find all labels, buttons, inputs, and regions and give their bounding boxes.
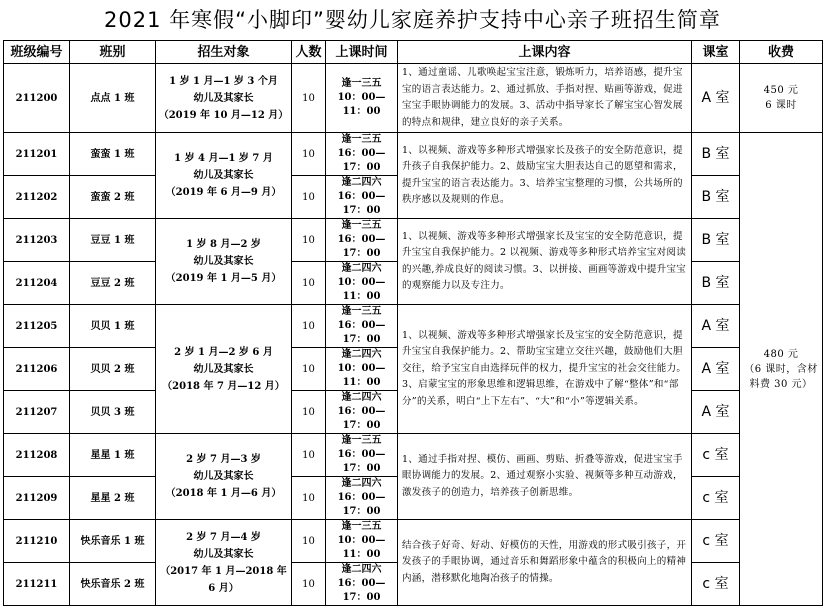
table-row [4, 520, 823, 563]
time-cell [326, 477, 398, 520]
class-days: 逢一三五 [341, 134, 382, 145]
target-birth: （2018 年 1 月—6 月） [165, 488, 282, 499]
class-hours: 16：00—17：00 [337, 406, 386, 431]
fee-note: 6 课时 [765, 100, 797, 111]
time-cell [326, 434, 398, 477]
fee-amount: 480 元 [763, 348, 799, 360]
class-days: 逢二四六 [341, 478, 382, 489]
class-name: 豆豆 2 班 [70, 262, 156, 305]
header-time: 上课时间 [326, 41, 398, 64]
class-name: 贝贝 3 班 [70, 391, 156, 434]
course-content: 1、以视频、游戏等多种形式增强家长及宝宝的安全防范意识，提升宝宝自我保护能力。2、帮助宝宝建立交往兴趣，鼓励他们大胆交往，给予宝宝自由选择玩伴的权力，提升宝宝的社会交往能力。3、启蒙宝宝的形象思维和逻辑思维，在游戏中了解“整体”和“部分”的关系，明白“上下左右”、“大”和“小”等逻辑关系。 [398, 305, 692, 434]
course-content: 1、通过手指对捏、模仿、画画、剪贴、折叠等游戏，促进宝宝手眼协调能力的发展。2、通过观察小实验、视频等多种互动游戏，激发孩子的创造力，培养孩子创新思维。 [398, 434, 692, 520]
class-count: 10 [292, 64, 326, 133]
table-row [4, 305, 823, 348]
course-content: 1、通过童谣、儿歌唤起宝宝注意，锻炼听力，培养语感，提升宝宝的语言表达能力。2、通过抓放、手指对捏、贴画等游戏，促进宝宝手眼协调能力的发展。3、活动中指导家长了解宝宝心智发展的特点和规律，建立良好的亲子关系。 [398, 64, 692, 133]
target-birth: （2019 年 6 月—9 月） [165, 187, 282, 198]
target-birth: （2018 年 7 月—12 月） [162, 380, 285, 392]
class-days: 逢二四六 [341, 392, 382, 403]
target-who: 幼儿及其家长 [193, 256, 254, 267]
table-row [4, 64, 823, 133]
class-name: 蛮蛮 1 班 [70, 133, 156, 176]
course-content: 结合孩子好奇、好动、好模仿的天性，用游戏的形式吸引孩子，开发孩子的手眼协调，通过音乐和舞蹈形象中蕴含的积极向上的精神内涵，潜移默化地陶冶孩子的情操。 [398, 520, 692, 606]
class-code: 211200 [4, 64, 70, 133]
fee-cell [740, 133, 823, 606]
course-content: 1、以视频、游戏等多种形式增强家长及宝宝的安全防范意识，提升宝宝自我保护能力。2 以视频、游戏等多种形式培养宝宝对阅读的兴趣,养成良好的阅读习惯。3、以拼接、画画等游戏中提升宝宝的观察能力以及专注力。 [398, 219, 692, 305]
target-cell [156, 219, 292, 305]
class-name: 豆豆 1 班 [70, 219, 156, 262]
class-count: 10 [292, 219, 326, 262]
class-hours: 10：00—11：00 [337, 92, 386, 117]
class-code: 211203 [4, 219, 70, 262]
class-room: A 室 [692, 305, 740, 348]
course-content: 1、以视频、游戏等多种形式增强家长及孩子的安全防范意识，提升孩子自我保护能力。2、鼓励宝宝大胆表达自己的愿望和需求，提升宝宝的语言表达能力。3、培养宝宝整理的习惯，公共场所的秩序感以及规则的作息。 [398, 133, 692, 219]
class-hours: 16：00—17：00 [337, 191, 386, 216]
table-row [4, 434, 823, 477]
class-room: B 室 [692, 133, 740, 176]
time-cell [326, 133, 398, 176]
class-code: 211205 [4, 305, 70, 348]
target-who: 幼儿及其家长 [193, 548, 254, 560]
class-room: A 室 [692, 391, 740, 434]
class-count: 10 [292, 133, 326, 176]
class-hours: 16：00—17：00 [337, 492, 386, 517]
class-code: 211210 [4, 520, 70, 563]
time-cell [326, 391, 398, 434]
header-class-name: 班别 [70, 41, 156, 64]
header-class-code: 班级编号 [4, 41, 70, 64]
class-room: A 室 [692, 64, 740, 133]
class-days: 逢一三五 [341, 78, 382, 89]
class-hours: 10：00—11：00 [337, 277, 386, 302]
target-age: 2 岁 1 月—2 岁 6 月 [174, 346, 273, 358]
class-code: 211206 [4, 348, 70, 391]
target-age: 2 岁 7 月—4 岁 [186, 531, 261, 543]
class-days: 逢二四六 [341, 263, 382, 274]
time-cell [326, 305, 398, 348]
class-count: 10 [292, 348, 326, 391]
target-cell [156, 133, 292, 219]
class-days: 逢一三五 [341, 521, 382, 532]
class-count: 10 [292, 262, 326, 305]
class-days: 逢二四六 [341, 349, 382, 360]
table-row [4, 219, 823, 262]
target-age: 1 岁 1 月—1 岁 3 个月 [169, 75, 278, 87]
class-days: 逢一三五 [341, 306, 382, 317]
class-room: c 室 [692, 477, 740, 520]
class-code: 211209 [4, 477, 70, 520]
class-name: 快乐音乐 2 班 [70, 563, 156, 606]
header-count: 人数 [292, 41, 326, 64]
target-cell [156, 305, 292, 434]
class-name: 星星 2 班 [70, 477, 156, 520]
fee-note: （6 课时，含材料费 30 元） [744, 363, 818, 390]
class-days: 逢二四六 [341, 564, 382, 575]
class-name: 星星 1 班 [70, 434, 156, 477]
time-cell [326, 64, 398, 133]
class-hours: 10：00—11：00 [337, 535, 386, 560]
class-hours: 16：00—17：00 [337, 320, 386, 345]
class-count: 10 [292, 563, 326, 606]
class-days: 逢二四六 [341, 177, 382, 188]
table-header-row [4, 41, 823, 64]
class-hours: 16：00—17：00 [337, 148, 386, 173]
class-room: A 室 [692, 348, 740, 391]
fee-cell [740, 64, 823, 133]
time-cell [326, 176, 398, 219]
class-hours: 16：00—17：00 [337, 234, 386, 259]
header-room: 课室 [692, 41, 740, 64]
class-name: 点点 1 班 [70, 64, 156, 133]
class-count: 10 [292, 176, 326, 219]
class-code: 211202 [4, 176, 70, 219]
target-who: 幼儿及其家长 [193, 363, 254, 375]
class-code: 211208 [4, 434, 70, 477]
class-room: B 室 [692, 176, 740, 219]
target-birth: （2019 年 1 月—5 月） [165, 273, 282, 284]
header-target: 招生对象 [156, 41, 292, 64]
class-hours: 16：00—17：00 [337, 578, 386, 603]
class-count: 10 [292, 305, 326, 348]
class-count: 10 [292, 477, 326, 520]
class-count: 10 [292, 520, 326, 563]
class-code: 211201 [4, 133, 70, 176]
header-content: 上课内容 [398, 41, 692, 64]
class-name: 蛮蛮 2 班 [70, 176, 156, 219]
class-days: 逢一三五 [341, 220, 382, 231]
target-who: 幼儿及其家长 [193, 471, 254, 482]
time-cell [326, 563, 398, 606]
time-cell [326, 348, 398, 391]
class-count: 10 [292, 434, 326, 477]
class-name: 快乐音乐 1 班 [70, 520, 156, 563]
class-room: B 室 [692, 262, 740, 305]
target-cell [156, 434, 292, 520]
time-cell [326, 262, 398, 305]
time-cell [326, 520, 398, 563]
fee-amount: 450 元 [763, 85, 799, 96]
class-room: c 室 [692, 520, 740, 563]
target-birth: （2017 年 1 月—2018 年 6 月） [160, 565, 287, 594]
class-name: 贝贝 1 班 [70, 305, 156, 348]
class-code: 211207 [4, 391, 70, 434]
class-room: c 室 [692, 563, 740, 606]
class-code: 211211 [4, 563, 70, 606]
table-row [4, 133, 823, 176]
class-room: c 室 [692, 434, 740, 477]
target-cell [156, 520, 292, 606]
target-cell [156, 64, 292, 133]
class-room: B 室 [692, 219, 740, 262]
target-who: 幼儿及其家长 [193, 170, 254, 181]
target-age: 2 岁 7 月—3 岁 [186, 454, 261, 465]
class-count: 10 [292, 391, 326, 434]
target-birth: （2019 年 10 月—12 月） [158, 109, 289, 121]
time-cell [326, 219, 398, 262]
target-age: 1 岁 8 月—2 岁 [186, 239, 261, 250]
class-days: 逢一三五 [341, 435, 382, 446]
class-name: 贝贝 2 班 [70, 348, 156, 391]
enrollment-table [3, 40, 823, 606]
page-title: 2021 年寒假“小脚印”婴幼儿家庭养护支持中心亲子班招生简章 [104, 8, 721, 32]
header-fee: 收费 [740, 41, 823, 64]
target-who: 幼儿及其家长 [193, 92, 254, 104]
class-hours: 16：00—17：00 [337, 449, 386, 474]
class-code: 211204 [4, 262, 70, 305]
class-hours: 10：00—11：00 [337, 363, 386, 388]
target-age: 1 岁 4 月—1 岁 7 月 [174, 153, 273, 164]
